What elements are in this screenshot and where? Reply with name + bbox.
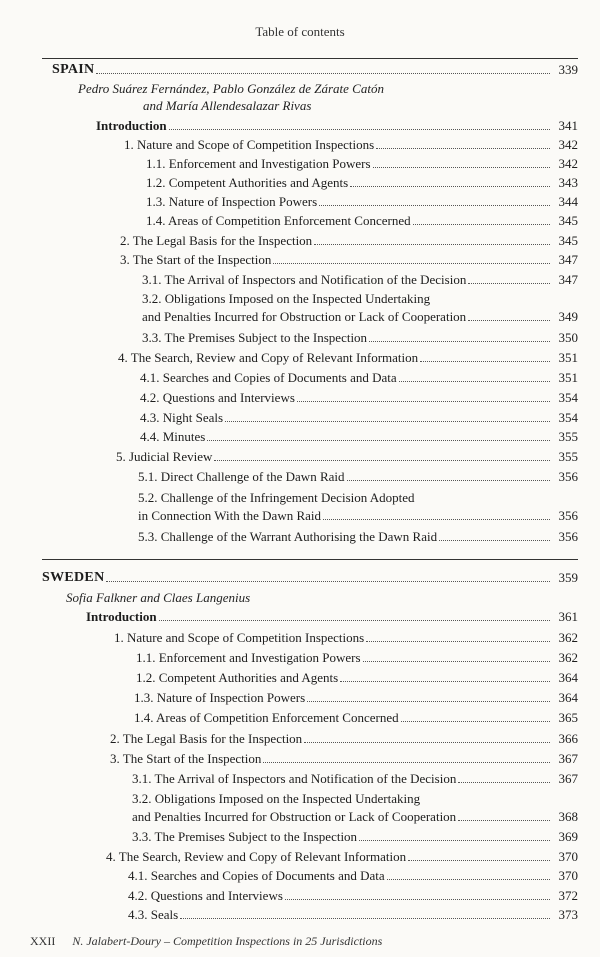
page-number: 342 [558,137,578,152]
toc-entry[interactable]: 4.2. Questions and Interviews 354 [140,390,578,405]
page-number: 344 [558,194,578,209]
page-number: 367 [558,751,578,766]
page-number: 347 [558,252,578,267]
toc-entry-line: 5.2. Challenge of the Infringement Decision Adopted [138,490,415,505]
dot-leader [347,480,551,481]
dot-leader [366,641,550,642]
page-number: 351 [558,370,578,385]
page-number: 361 [558,609,578,624]
footer-page-number: XXII [30,934,56,948]
toc-entry[interactable]: 4.3. Seals 373 [128,907,578,922]
section-divider [42,559,578,560]
dot-leader [363,661,550,662]
footer-running-title: N. Jalabert-Doury – Competition Inspections in 25 Jurisdictions [72,934,383,948]
page-number: 359 [558,570,578,585]
toc-entry[interactable]: 4. The Search, Review and Copy of Relevant Information 370 [106,849,578,864]
page-number: 343 [558,175,578,190]
toc-entry[interactable]: 5. Judicial Review 355 [116,449,578,464]
dot-leader [399,381,550,382]
toc-entry[interactable]: 3. The Start of the Inspection 347 [120,252,578,267]
dot-leader [307,701,550,702]
page-number: 355 [558,429,578,444]
page-number: 366 [558,731,578,746]
dot-leader [468,283,550,284]
dot-leader [369,341,550,342]
dot-leader [304,742,550,743]
dot-leader [458,820,550,821]
toc-entry-line: 3.2. Obligations Imposed on the Inspected Undertaking [142,291,431,306]
dot-leader [387,879,550,880]
page-number: 355 [558,449,578,464]
authors: Sofia Falkner and Claes Langenius [66,590,251,605]
dot-leader [314,244,550,245]
page-number: 342 [558,156,578,171]
dot-leader [439,540,550,541]
dot-leader [408,860,550,861]
dot-leader [401,721,550,722]
authors: and María Allendesalazar Rivas [143,98,312,113]
page-number: 373 [558,907,578,922]
page-number: 369 [558,829,578,844]
dot-leader [323,519,550,520]
dot-leader [359,840,550,841]
page-number: 349 [558,309,578,324]
country-title: SWEDEN [42,570,105,585]
toc-entry[interactable]: 3. The Start of the Inspection 367 [110,751,578,766]
dot-leader [96,73,550,74]
toc-entry[interactable]: 1.4. Areas of Competition Enforcement Concerned 345 [146,213,578,228]
toc-entry[interactable]: 3.1. The Arrival of Inspectors and Notification of the Decision 347 [142,272,578,287]
page-footer [30,934,382,949]
dot-leader [413,224,550,225]
dot-leader [376,148,550,149]
page-number: 364 [558,670,578,685]
toc-entry[interactable]: 4.4. Minutes 355 [140,429,578,444]
page-number: 354 [558,390,578,405]
page-number: 368 [558,809,578,824]
country-title: SPAIN [52,62,95,77]
dot-leader [225,421,550,422]
page-number: 356 [558,469,578,484]
dot-leader [180,918,550,919]
dot-leader [273,263,550,264]
page-number: 347 [558,272,578,287]
toc-entry[interactable]: 1.4. Areas of Competition Enforcement Concerned 365 [134,710,578,725]
toc-entry[interactable]: and Penalties Incurred for Obstruction or Lack of Cooperation 368 [132,809,578,824]
toc-entry[interactable]: 5.3. Challenge of the Warrant Authorising the Dawn Raid 356 [138,529,578,544]
toc-entry[interactable]: 2. The Legal Basis for the Inspection 366 [110,731,578,746]
dot-leader [106,581,550,582]
dot-leader [297,401,550,402]
toc-entry[interactable]: 1.1. Enforcement and Investigation Powers 362 [136,650,578,665]
dot-leader [340,681,550,682]
dot-leader [285,899,550,900]
toc-entry-sweden[interactable] [42,570,578,586]
toc-entry[interactable]: 2. The Legal Basis for the Inspection 345 [120,233,578,248]
dot-leader [207,440,550,441]
page-number: 339 [558,62,578,77]
dot-leader [319,205,550,206]
page-number: 362 [558,650,578,665]
authors: Pedro Suárez Fernández, Pablo González de Zárate Catón [78,81,384,96]
page-number: 356 [558,529,578,544]
toc-entry[interactable]: 4. The Search, Review and Copy of Relevant Information 351 [118,350,578,365]
page-number: 345 [558,233,578,248]
dot-leader [159,620,550,621]
page-number: 341 [558,118,578,133]
dot-leader [350,186,550,187]
dot-leader [263,762,550,763]
toc-entry-line: 3.2. Obligations Imposed on the Inspected Undertaking [132,791,421,806]
toc-entry[interactable]: 3.1. The Arrival of Inspectors and Notification of the Decision 367 [132,771,578,786]
dot-leader [468,320,550,321]
dot-leader [458,782,550,783]
page-number: 367 [558,771,578,786]
toc-entry[interactable]: 5.1. Direct Challenge of the Dawn Raid 356 [138,469,578,484]
toc-entry[interactable]: 1.3. Nature of Inspection Powers 344 [146,194,578,209]
toc-entry[interactable]: 1.2. Competent Authorities and Agents 343 [146,175,578,190]
page-number: 364 [558,690,578,705]
toc-entry[interactable]: and Penalties Incurred for Obstruction or Lack of Cooperation 349 [142,309,578,324]
toc-entry[interactable]: 1. Nature and Scope of Competition Inspections 362 [114,630,578,645]
toc-entry[interactable]: 4.1. Searches and Copies of Documents and Data 370 [128,868,578,883]
section-divider [42,58,578,59]
toc-entry[interactable]: 4.2. Questions and Interviews 372 [128,888,578,903]
page-number: 351 [558,350,578,365]
page-number: 362 [558,630,578,645]
page-number: 372 [558,888,578,903]
toc-entry[interactable]: 1.2. Competent Authorities and Agents 364 [136,670,578,685]
dot-leader [214,460,550,461]
toc-entry[interactable]: 1.1. Enforcement and Investigation Powers 342 [146,156,578,171]
page-header: Table of contents [255,24,345,39]
toc-entry[interactable]: 4.3. Night Seals 354 [140,410,578,425]
page-number: 370 [558,849,578,864]
toc-entry-spain[interactable] [52,62,578,78]
toc-entry[interactable]: 4.1. Searches and Copies of Documents and Data 351 [140,370,578,385]
page-number: 370 [558,868,578,883]
dot-leader [420,361,550,362]
page-number: 356 [558,508,578,523]
toc-entry[interactable]: 1. Nature and Scope of Competition Inspections 342 [124,137,578,152]
page-number: 345 [558,213,578,228]
toc-entry[interactable]: 1.3. Nature of Inspection Powers 364 [134,690,578,705]
dot-leader [373,167,550,168]
toc-entry[interactable]: in Connection With the Dawn Raid 356 [138,508,578,523]
toc-entry-introduction[interactable]: Introduction 361 [86,609,578,624]
dot-leader [169,129,550,130]
page-number: 365 [558,710,578,725]
page-number: 354 [558,410,578,425]
toc-entry[interactable]: 3.3. The Premises Subject to the Inspection 350 [142,330,578,345]
page-number: 350 [558,330,578,345]
toc-entry-introduction[interactable]: Introduction 341 [96,118,578,133]
toc-entry[interactable]: 3.3. The Premises Subject to the Inspection 369 [132,829,578,844]
